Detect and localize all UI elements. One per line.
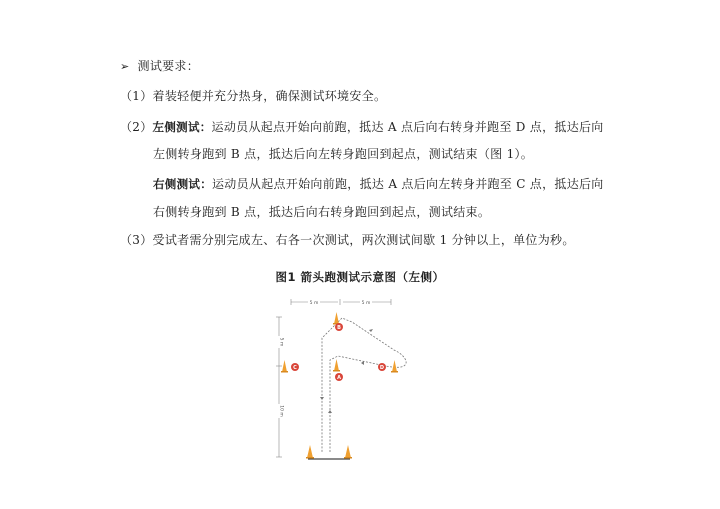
dim-top-left: 5 m bbox=[309, 301, 319, 306]
item-number: （3） bbox=[120, 233, 153, 247]
cone-icon bbox=[281, 360, 288, 373]
item-text: 着装轻便并充分热身，确保测试环境安全。 bbox=[152, 89, 387, 103]
cone-icon bbox=[391, 360, 398, 373]
left-test-label: 左侧测试： bbox=[152, 120, 212, 134]
top-dimension bbox=[291, 299, 391, 306]
arrow-icon bbox=[361, 361, 364, 365]
arrow-bullet-icon: ➢ bbox=[120, 60, 130, 73]
point-b-label: B bbox=[337, 325, 341, 331]
point-a-label: A bbox=[337, 375, 341, 381]
arrow-icon bbox=[369, 329, 373, 332]
cone-icon bbox=[333, 312, 340, 325]
cones bbox=[278, 312, 398, 459]
point-d-label: D bbox=[379, 365, 385, 371]
point-d bbox=[378, 363, 386, 371]
right-test-text-1: 运动员从起点开始向前跑，抵达 A 点后向左转身并跑至 C 点，抵达后向 bbox=[212, 177, 604, 191]
direction-arrows bbox=[320, 329, 373, 413]
item-text: 受试者需分别完成左、右各一次测试，两次测试间歇 1 分钟以上，单位为秒。 bbox=[152, 233, 575, 247]
right-test-text-2: 右侧转身跑到 B 点，抵达后向右转身跑回到起点，测试结束。 bbox=[153, 205, 491, 219]
point-c bbox=[291, 363, 299, 371]
cone-icon bbox=[344, 445, 352, 459]
dim-top-right: 5 m bbox=[361, 301, 371, 306]
point-c-label: C bbox=[293, 365, 297, 371]
left-test-text-2: 左侧转身跑到 B 点，抵达后向左转身跑回到起点，测试结束（图 1）。 bbox=[153, 147, 534, 161]
item-number: （2） bbox=[120, 120, 153, 134]
section-title: 测试要求： bbox=[137, 59, 200, 73]
right-test-label: 右侧测试： bbox=[153, 177, 212, 191]
cone-icon bbox=[333, 359, 340, 372]
cone-icon bbox=[306, 445, 314, 459]
point-b bbox=[335, 323, 343, 331]
side-dimension bbox=[276, 317, 285, 457]
point-a bbox=[335, 373, 343, 381]
dim-side-lower: 10 m bbox=[278, 405, 284, 417]
left-test-text-1: 运动员从起点开始向前跑，抵达 A 点后向右转身并跑至 D 点，抵达后向 bbox=[211, 120, 604, 134]
arrow-icon bbox=[320, 397, 324, 400]
figure-title: 图1 箭头跑测试示意图（左侧） bbox=[275, 270, 445, 284]
item-number: （1） bbox=[120, 89, 153, 103]
arrow-icon bbox=[328, 410, 332, 413]
running-path bbox=[322, 318, 406, 452]
dim-side-upper: 5 m bbox=[278, 337, 284, 347]
